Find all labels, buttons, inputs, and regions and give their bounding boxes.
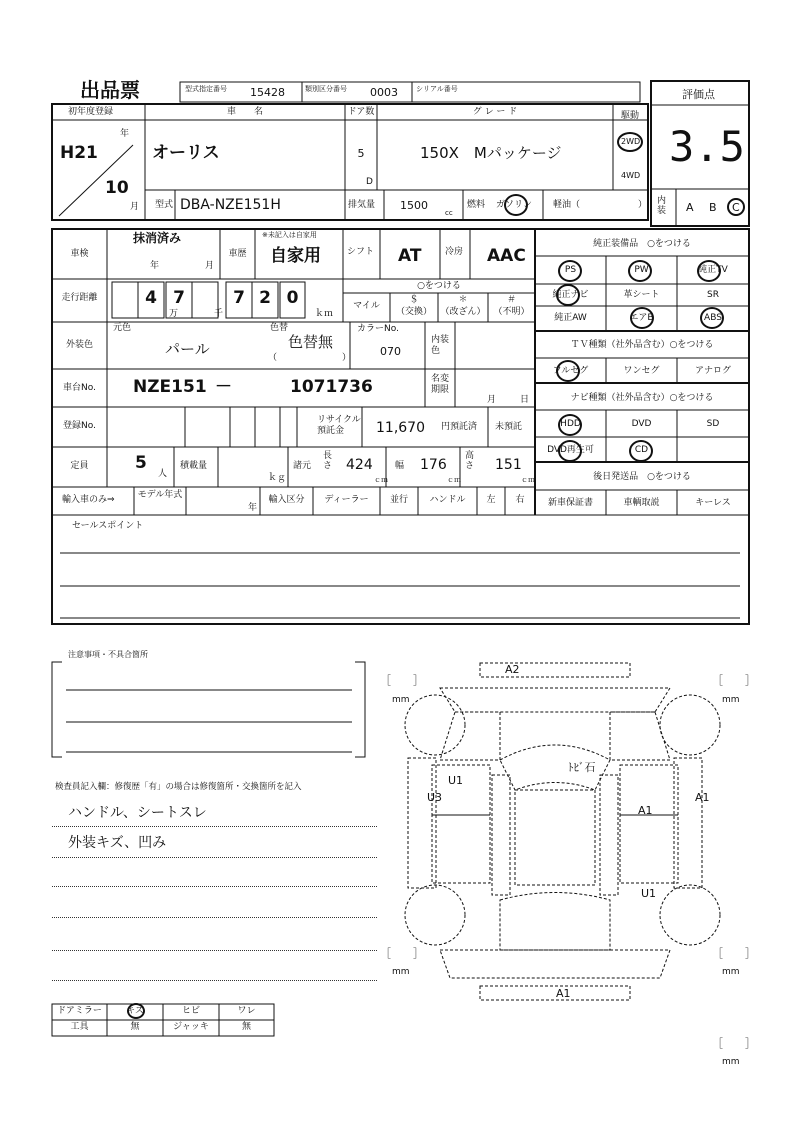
recycle-value: 11,670 <box>376 420 425 436</box>
load-label: 積載量 <box>180 461 208 471</box>
navi-hdd: HDD <box>560 419 581 429</box>
equip-pw-circle <box>628 260 652 282</box>
equip-navi: 純正ナビ <box>552 290 589 300</box>
mirror-crack: ヒビ <box>181 1006 200 1016</box>
damage-a1-mid: A1 <box>638 804 653 817</box>
drive-4wd: 4WD <box>621 171 641 180</box>
damage-u3: U3 <box>427 791 443 804</box>
damage-a1-right: A1 <box>695 791 710 804</box>
eval-score: 3.5 <box>669 122 745 171</box>
fuel-label: 燃料 <box>467 200 486 210</box>
grade-a: A <box>686 201 694 214</box>
length-unit: ｃｍ <box>374 476 388 484</box>
capacity-value: 5 <box>135 453 147 473</box>
shift-label: シフト <box>347 247 375 257</box>
navi-cd-circle <box>629 440 653 462</box>
door-suffix: D <box>366 177 373 187</box>
equip-abs: ABS <box>704 313 722 323</box>
width-unit: ｃｍ <box>447 476 461 484</box>
equip-leather: 革シート <box>623 290 660 300</box>
serial-label: シリアル番号 <box>416 85 458 93</box>
drive-label: 駆動 <box>621 111 640 121</box>
navi-hdd-circle <box>558 414 582 436</box>
mileage-exchange-mark: ＄ <box>409 295 419 305</box>
orig-color-value: パール <box>165 340 210 358</box>
height-unit: ｃｍ <box>521 476 535 484</box>
damage-tobi: ﾄﾋﾞ石 <box>568 761 596 774</box>
history-note: ※未記入は自家用 <box>262 231 317 239</box>
caution-label: 注意事項・不具合箇所 <box>68 650 148 659</box>
equip-sr: SR <box>707 290 719 300</box>
grade-value: 150X Mパッケージ <box>420 144 562 162</box>
import-label: 輸入車のみ⇒ <box>62 495 115 505</box>
height-value: 151 <box>495 457 522 473</box>
height-label: 高さ <box>465 451 475 471</box>
drive-2wd: 2WD <box>621 137 641 146</box>
mirror-scratch: キズ <box>126 1006 144 1016</box>
door-count: 5 <box>357 147 365 160</box>
aircon-value: AAC <box>487 246 526 266</box>
chassis-dash: － <box>215 377 232 397</box>
jack-value: 無 <box>241 1022 251 1032</box>
equip-tv-circle <box>697 260 721 282</box>
fuel-gasoline: ガソリン <box>496 200 533 210</box>
first-reg-month: 10 <box>105 178 129 198</box>
orig-color-label: 元色 <box>113 323 132 333</box>
name-change-month: 月 <box>487 395 497 405</box>
inspector-note-2: 外装キズ、凹み <box>68 835 167 851</box>
equip-airbag: エアB <box>629 313 654 323</box>
car-name: オーリス <box>152 143 220 163</box>
width-value: 176 <box>420 457 447 473</box>
tire-bracket: ［ ］ <box>712 947 756 960</box>
reg-label: 登録No. <box>63 421 96 431</box>
interior-label: 内装 <box>657 196 667 216</box>
import-right: 右 <box>515 495 525 505</box>
tire-mm: mm <box>722 1057 740 1067</box>
specs-label: 諸元 <box>293 461 312 471</box>
tire-bracket: ［ ］ <box>712 1037 756 1050</box>
history-value: 自家用 <box>270 246 321 266</box>
mileage-sen: 千 <box>214 309 224 319</box>
mileage-o-label: ○をつける <box>417 281 461 291</box>
class-no-label: 類別区分番号 <box>305 85 347 93</box>
import-left: 左 <box>486 495 496 505</box>
displacement-label: 排気量 <box>348 200 376 210</box>
tire-bracket: ［ ］ <box>380 674 424 687</box>
tv-fullseg-circle <box>556 360 580 382</box>
color-change-label: 色替 <box>270 323 289 333</box>
capacity-label: 定員 <box>70 461 89 471</box>
model-value: DBA-NZE151H <box>180 197 281 213</box>
later-title: 後日発送品 ○をつける <box>593 472 691 482</box>
type-cert-label: 型式指定番号 <box>185 85 227 93</box>
mileage-unknown: （不明） <box>493 307 530 317</box>
tire-mm: mm <box>392 695 410 705</box>
capacity-unit: 人 <box>158 469 168 479</box>
mileage-digit: 2 <box>259 288 271 308</box>
fuel-gasoline-circle <box>504 194 528 216</box>
tire-mm: mm <box>722 695 740 705</box>
model-year-unit: 年 <box>248 503 258 513</box>
model-year-label: モデル年式 <box>137 490 183 500</box>
name-change-label: 名変期限 <box>431 374 450 395</box>
class-no-value: 0003 <box>370 86 398 99</box>
shift-value: AT <box>398 246 422 266</box>
mirror-scratch-circle <box>127 1003 145 1019</box>
mileage-man: 万 <box>169 309 179 319</box>
tv-oneseg: ワンセグ <box>623 366 660 376</box>
mileage-tamper-mark: ＊ <box>458 295 468 305</box>
damage-u1-left: U1 <box>448 774 464 787</box>
mileage-mile: マイル <box>353 301 380 311</box>
inspection-value: 抹消済み <box>133 231 182 245</box>
month-unit: 月 <box>130 202 140 212</box>
later-keyless: キーレス <box>695 498 731 508</box>
eval-label: 評価点 <box>682 88 715 101</box>
fuel-paren-close: ） <box>638 200 648 210</box>
damage-u1-right: U1 <box>641 887 657 900</box>
interior-color-label: 内装色 <box>431 335 450 356</box>
tv-analog: アナログ <box>694 366 731 376</box>
first-reg-label: 初年度登録 <box>68 107 114 117</box>
inspection-label: 車検 <box>70 249 89 259</box>
grade-label: グ レ ー ド <box>472 107 518 117</box>
chassis-number: 1071736 <box>290 377 373 397</box>
chassis-label: 車台No. <box>63 383 96 393</box>
paren-close: ） <box>342 353 352 363</box>
load-unit: ｋｇ <box>268 473 287 483</box>
tv-fullseg: フルセグ <box>552 366 589 376</box>
import-class-label: 輸入区分 <box>268 495 305 505</box>
chassis-prefix: NZE151 <box>133 377 207 397</box>
aircon-label: 冷房 <box>445 247 464 257</box>
sales-point-label: セールスポイント <box>72 521 144 531</box>
mileage-km: ｋｍ <box>315 309 334 319</box>
tv-title: ＴＶ種類（社外品含む）○をつける <box>570 340 714 350</box>
tire-bracket: ［ ］ <box>712 674 756 687</box>
door-label: ドア数 <box>347 107 375 117</box>
length-value: 424 <box>346 457 373 473</box>
mirror-break: ワレ <box>237 1006 256 1016</box>
fuel-diesel: 軽油（ <box>553 200 581 210</box>
grade-b: B <box>709 201 717 214</box>
equip-title: 純正装備品 ○をつける <box>593 239 691 249</box>
car-name-label: 車 名 <box>226 107 263 117</box>
inspector-label: 検査員記入欄：修復歴「有」の場合は修復箇所・交換箇所を記入 <box>55 782 302 792</box>
equip-navi-circle <box>556 284 580 306</box>
color-code-value: 070 <box>380 345 401 358</box>
length-label: 長さ <box>323 451 333 471</box>
year-unit: 年 <box>120 129 130 139</box>
inspection-month: 月 <box>205 261 215 271</box>
navi-cd: CD <box>634 445 649 455</box>
tire-bracket: ［ ］ <box>380 947 424 960</box>
paren-open: （ <box>268 353 278 363</box>
mileage-exchange: （交換） <box>395 307 432 317</box>
equip-ps-circle <box>558 260 582 282</box>
equip-tv: 純正TV <box>698 265 728 275</box>
mileage-tamper: （改ざん） <box>440 307 486 317</box>
model-label: 型式 <box>155 200 174 210</box>
displacement-unit: cc <box>445 209 453 217</box>
later-warranty: 新車保証書 <box>547 498 593 508</box>
name-change-day: 日 <box>520 395 530 405</box>
mileage-label: 走行距離 <box>61 293 98 303</box>
damage-a1-bottom: A1 <box>556 987 571 1000</box>
inspection-year: 年 <box>150 261 160 271</box>
width-label: 幅 <box>395 461 405 471</box>
color-code-label: カラーNo. <box>357 324 399 334</box>
import-dealer: ディーラー <box>324 495 369 505</box>
equip-abs-circle <box>700 307 724 329</box>
mileage-digit: 4 <box>145 288 157 308</box>
mileage-digit: 0 <box>286 288 299 308</box>
navi-dvd: DVD <box>631 419 652 429</box>
equip-airbag-circle <box>630 307 654 329</box>
mileage-digit: 7 <box>233 288 245 308</box>
import-parallel: 並行 <box>389 495 408 505</box>
later-manual: 車輌取説 <box>623 498 660 508</box>
drive-2wd-circle <box>617 132 643 152</box>
first-reg-year: H21 <box>60 143 98 163</box>
navi-sd: SD <box>706 419 720 429</box>
equip-ps: PS <box>564 265 577 275</box>
damage-a2: A2 <box>505 663 520 676</box>
grade-c: C <box>732 201 740 214</box>
equip-pw: PW <box>634 265 649 275</box>
color-change-value: 色替無 <box>288 333 334 351</box>
type-cert-value: 15428 <box>250 86 285 99</box>
navi-dvd-play: DVD再生可 <box>547 445 594 455</box>
navi-title: ナビ種類（社外品含む）○をつける <box>570 393 714 403</box>
grade-c-circle <box>727 198 745 216</box>
recycle-label: リサイクル預託金 <box>317 415 361 436</box>
jack-label: ジャッキ <box>173 1022 209 1032</box>
mirror-label: ドアミラー <box>57 1006 102 1016</box>
recycle-unit: 円預託済 <box>441 422 478 432</box>
mileage-digit: 7 <box>173 288 185 308</box>
not-paid-label: 未預託 <box>495 422 523 432</box>
tire-mm: mm <box>722 967 740 977</box>
history-label: 車歴 <box>228 249 247 259</box>
displacement-value: 1500 <box>400 199 428 212</box>
form-title: 出品票 <box>80 78 140 102</box>
equip-aw: 純正AW <box>554 313 587 323</box>
tools-label: 工具 <box>70 1022 89 1032</box>
import-handle: ハンドル <box>429 495 466 505</box>
mileage-unknown-mark: ＃ <box>506 295 516 305</box>
color-label: 外装色 <box>65 340 93 350</box>
tire-mm: mm <box>392 967 410 977</box>
inspector-note-1: ハンドル、シートスレ <box>68 805 207 821</box>
navi-dvd-play-circle <box>558 440 582 462</box>
tools-value: 無 <box>130 1022 140 1032</box>
